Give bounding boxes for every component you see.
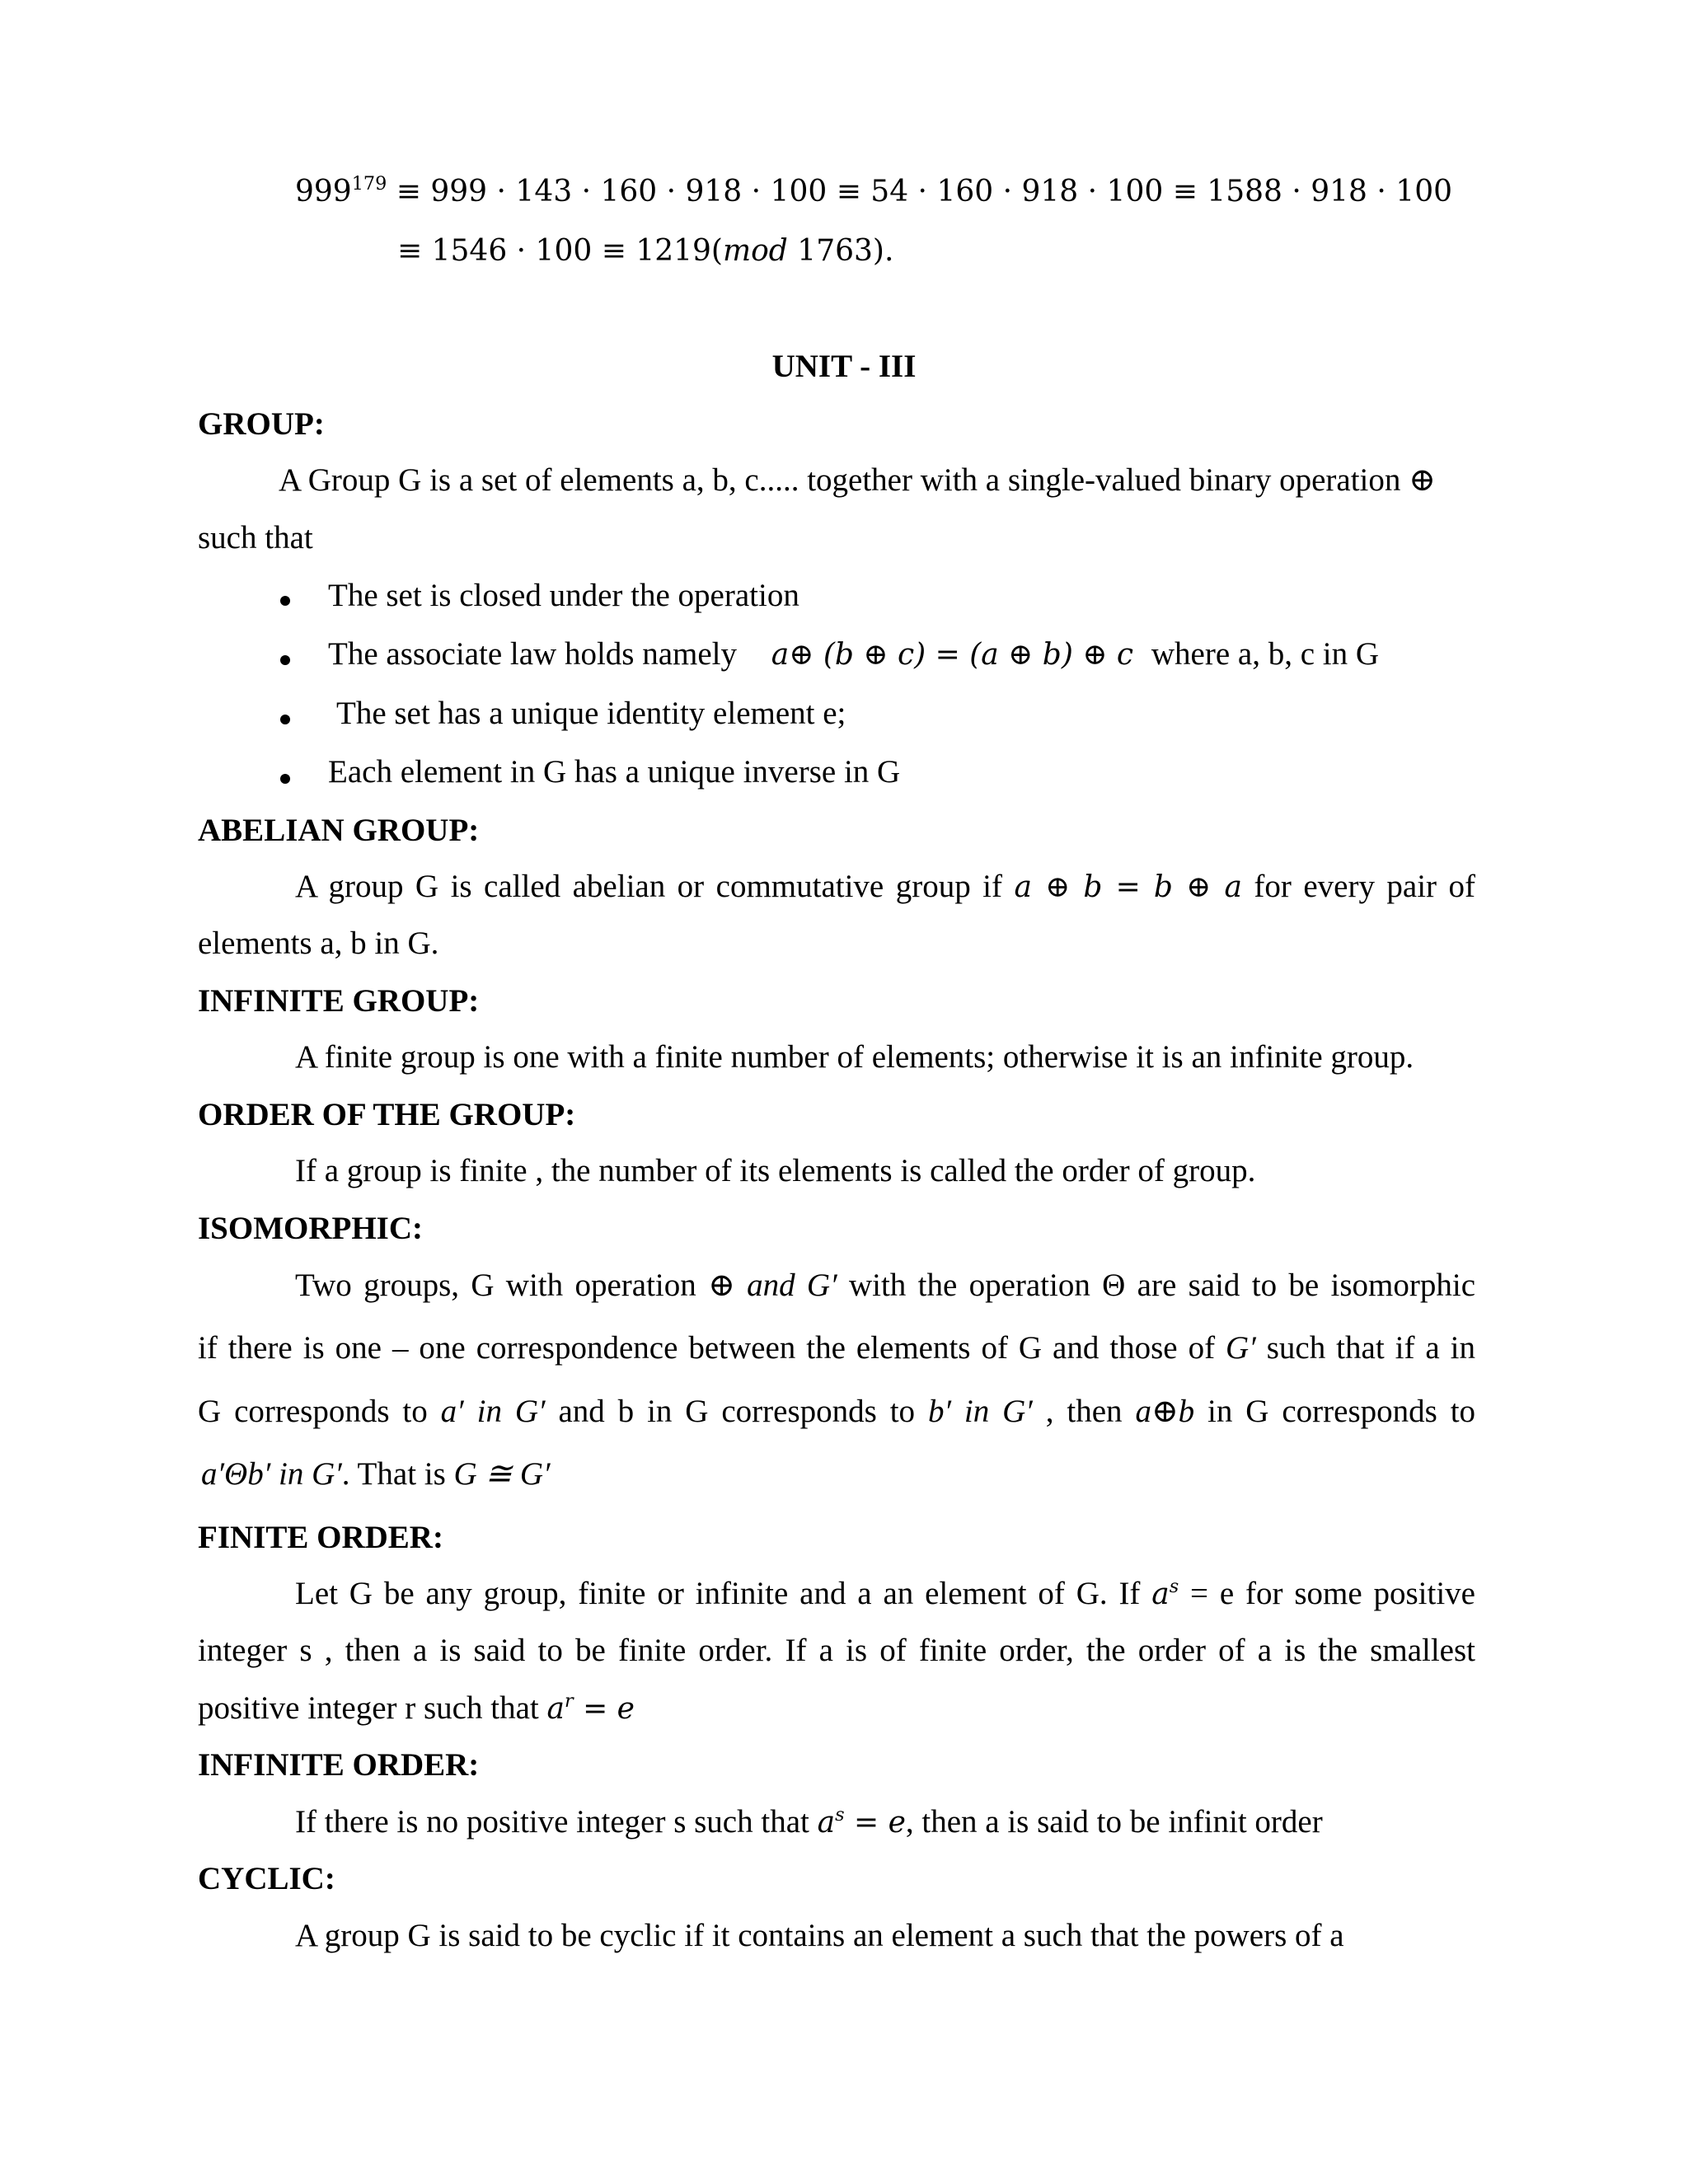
iso-l4-text: . That is xyxy=(341,1456,446,1492)
bullet-dot-4 xyxy=(280,773,290,788)
finite-order-line-1 xyxy=(295,1575,1475,1614)
fo-l3-power xyxy=(546,1692,635,1726)
associative-text: The associate law holds namely xyxy=(328,636,738,672)
fo-l1-sup: s xyxy=(1169,1576,1179,1598)
group-heading: GROUP: xyxy=(198,406,325,442)
equation-mod: mod xyxy=(722,234,788,268)
finite-order-line-3 xyxy=(198,1690,635,1728)
iso-l4-m: a′Θb′ in G′ xyxy=(201,1456,342,1492)
io-l1-rest: = e xyxy=(844,1806,906,1840)
fo-l3-text: positive integer r such that xyxy=(198,1690,539,1726)
io-l1-power xyxy=(818,1806,906,1840)
iso-l3-m1: a′ in G′ xyxy=(440,1394,546,1429)
iso-l4-m2: G ≅ G′ xyxy=(453,1456,551,1492)
bullet-item-identity: The set has a unique identity element e; xyxy=(336,696,846,731)
group-intro-line-2: such that xyxy=(198,520,313,555)
associative-tail: where a, b, c in G xyxy=(1151,636,1380,672)
abelian-formula: a ⊕ b = b ⊕ a xyxy=(1014,870,1242,904)
isomorphic-heading: ISOMORPHIC: xyxy=(198,1211,423,1246)
iso-l1-text-a: Two groups, G with operation xyxy=(295,1268,696,1303)
abelian-line-2: elements a, b in G. xyxy=(198,926,439,961)
abelian-text-a: A group G is called abelian or commutative group if xyxy=(295,869,1002,904)
io-l1-text-b: , then a is said to be infinit order xyxy=(905,1804,1323,1840)
iso-l1-op: ⊕ xyxy=(708,1268,735,1303)
finite-order-heading: FINITE ORDER: xyxy=(198,1520,443,1555)
bullet-item-closed: The set is closed under the operation xyxy=(328,578,799,613)
fo-l1-text-a: Let G be any group, finite or infinite and a an element of G. If xyxy=(295,1576,1141,1611)
fo-l3-base: a xyxy=(546,1692,565,1726)
iso-l3-text-a: G corresponds to xyxy=(198,1394,428,1429)
fo-l1-text-b: = e for some positive xyxy=(1190,1576,1475,1611)
abelian-line-1 xyxy=(295,868,1475,907)
iso-l2-text-b: such that if a in xyxy=(1266,1330,1476,1366)
group-intro-line-1: A Group G is a set of elements a, b, c..... together with a single-valued binary operation ⊕ xyxy=(279,462,1436,498)
equation-chain: ≡ 999 · 143 · 160 · 918 · 100 ≡ 54 · 160 · 918 · 100 ≡ 1588 · 918 · 100 xyxy=(396,175,1452,209)
fo-l1-power xyxy=(1151,1577,1179,1611)
equation-exponent: 179 xyxy=(351,173,387,195)
iso-l2-g: G′ xyxy=(1226,1330,1256,1366)
iso-l3-m2: b′ in G′ xyxy=(927,1394,1033,1429)
fo-l1-base: a xyxy=(1151,1577,1170,1611)
io-l1-base: a xyxy=(817,1806,836,1840)
io-l1-text-a: If there is no positive integer s such that xyxy=(295,1804,809,1840)
iso-l2-text-a: if there is one – one correspondence between the elements of G and those of xyxy=(198,1330,1216,1366)
isomorphic-line-4 xyxy=(201,1455,551,1494)
abelian-heading: ABELIAN GROUP: xyxy=(198,813,480,848)
finite-order-line-2: integer s , then a is said to be finite order. If a is of finite order, the order of a is the smallest xyxy=(198,1633,1475,1668)
equation-line-1 xyxy=(295,175,1452,209)
associative-formula: a⊕ (b ⊕ c) = (a ⊕ b) ⊕ c xyxy=(771,638,1134,672)
fo-l3-sup: r xyxy=(564,1690,574,1713)
bullet-dot-1 xyxy=(280,595,290,610)
isomorphic-line-2 xyxy=(198,1329,1475,1368)
isomorphic-line-1 xyxy=(295,1267,1475,1305)
iso-l1-text-b: with the operation Θ are said to be isomorphic xyxy=(848,1268,1476,1303)
equation-base: 999 xyxy=(295,175,352,209)
cyclic-text: A group G is said to be cyclic if it contains an element a such that the powers of a xyxy=(295,1918,1344,1953)
infinite-order-line-1 xyxy=(295,1803,1323,1842)
cyclic-heading: CYCLIC: xyxy=(198,1861,335,1896)
order-group-text: If a group is finite , the number of its elements is called the order of group. xyxy=(295,1153,1256,1188)
equation-line-2 xyxy=(397,234,893,268)
infinite-order-heading: INFINITE ORDER: xyxy=(198,1747,480,1783)
infinite-group-heading: INFINITE GROUP: xyxy=(198,983,480,1019)
bullet-item-inverse: Each element in G has a unique inverse in G xyxy=(328,754,901,790)
isomorphic-line-3 xyxy=(198,1393,1475,1432)
bullet-dot-3 xyxy=(280,714,290,729)
order-group-heading: ORDER OF THE GROUP: xyxy=(198,1097,576,1132)
unit-title: UNIT - III xyxy=(771,349,917,384)
equation-line-2-end: 1763). xyxy=(787,234,894,268)
infinite-group-text: A finite group is one with a finite number of elements; otherwise it is an infinite group. xyxy=(295,1039,1414,1075)
iso-l3-text-d: in G corresponds to xyxy=(1207,1394,1476,1429)
iso-l3-m3: a⊕b xyxy=(1135,1394,1195,1429)
bullet-item-associative xyxy=(328,635,1379,674)
abelian-text-b: for every pair of xyxy=(1254,869,1475,904)
iso-l3-text-b: and b in G corresponds to xyxy=(558,1394,916,1429)
equation-line-2-main: ≡ 1546 · 100 ≡ 1219( xyxy=(397,234,723,268)
iso-l1-and: and G′ xyxy=(747,1268,837,1303)
bullet-dot-2 xyxy=(280,654,290,669)
iso-l3-text-c: , then xyxy=(1045,1394,1123,1429)
io-l1-sup: s xyxy=(835,1804,845,1826)
fo-l3-rest: = e xyxy=(573,1692,635,1726)
